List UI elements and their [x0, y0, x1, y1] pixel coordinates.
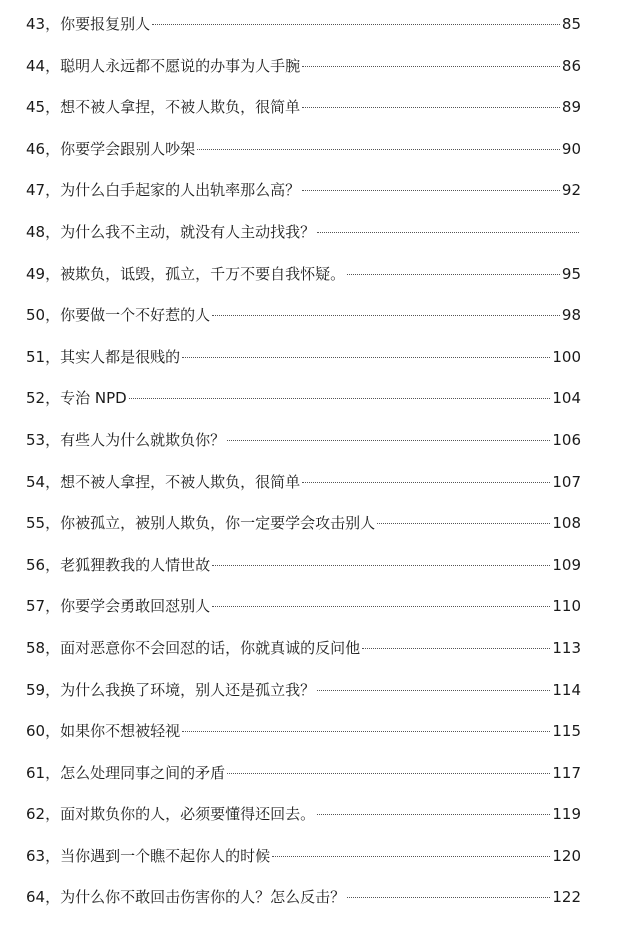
toc-entry-title: 57，你要学会勇敢回怼别人	[26, 597, 211, 616]
dot-leader	[182, 357, 550, 358]
toc-entry-page: 86	[561, 56, 581, 75]
toc-entry-title: 50，你要做一个不好惹的人	[26, 306, 211, 325]
dot-leader	[182, 731, 550, 732]
dot-leader	[317, 690, 550, 691]
dot-leader	[212, 606, 550, 607]
toc-entry-title: 53，有些人为什么就欺负你？	[26, 430, 226, 449]
dot-leader	[347, 274, 560, 275]
toc-entry-title: 49，被欺负，诋毁，孤立，千万不要自我怀疑。	[26, 264, 346, 283]
toc-entry[interactable]	[26, 545, 581, 587]
toc-entry-page: 95	[561, 264, 581, 283]
toc-entry[interactable]	[26, 129, 581, 171]
toc-entry[interactable]	[26, 46, 581, 88]
toc-entry-page: 120	[552, 846, 581, 865]
toc-entry-title: 47，为什么白手起家的人出轨率那么高？	[26, 181, 301, 200]
toc-entry[interactable]	[26, 420, 581, 462]
toc-entry-title: 56，老狐狸教我的人情世故	[26, 555, 211, 574]
dot-leader	[227, 440, 550, 441]
dot-leader	[302, 107, 560, 108]
toc-entry-title: 54，想不被人拿捏，不被人欺负，很简单	[26, 472, 301, 491]
toc-entry[interactable]	[26, 4, 581, 46]
toc-entry[interactable]	[26, 337, 581, 379]
dot-leader	[272, 856, 550, 857]
toc-entry[interactable]	[26, 711, 581, 753]
dot-leader	[302, 66, 560, 67]
table-of-contents	[26, 4, 581, 919]
dot-leader	[212, 565, 550, 566]
toc-entry-title: 48，为什么我不主动，就没有人主动找我？	[26, 222, 316, 241]
toc-entry-page: 114	[552, 680, 581, 699]
toc-entry-title: 63，当你遇到一个瞧不起你人的时候	[26, 846, 271, 865]
toc-entry-title: 51，其实人都是很贱的	[26, 347, 181, 366]
toc-entry[interactable]	[26, 877, 581, 919]
toc-entry-page: 115	[552, 722, 581, 741]
dot-leader	[377, 523, 550, 524]
toc-entry[interactable]	[26, 628, 581, 670]
toc-entry-page: 98	[561, 306, 581, 325]
toc-entry[interactable]	[26, 586, 581, 628]
toc-entry-title: 55，你被孤立，被别人欺负，你一定要学会攻击别人	[26, 514, 376, 533]
toc-entry-page: 110	[552, 597, 581, 616]
toc-entry-title: 61，怎么处理同事之间的矛盾	[26, 763, 226, 782]
toc-entry-page: 89	[561, 98, 581, 117]
toc-entry-page: 90	[561, 139, 581, 158]
toc-entry[interactable]	[26, 836, 581, 878]
dot-leader	[227, 773, 550, 774]
toc-entry[interactable]	[26, 254, 581, 296]
dot-leader	[302, 482, 550, 483]
toc-entry-title: 64，为什么你不敢回击伤害你的人？怎么反击？	[26, 888, 346, 907]
toc-entry-page: 107	[552, 472, 581, 491]
toc-entry-title: 62，面对欺负你的人，必须要懂得还回去。	[26, 805, 316, 824]
toc-entry-title: 44，聪明人永远都不愿说的办事为人手腕	[26, 56, 301, 75]
toc-entry[interactable]	[26, 170, 581, 212]
dot-leader	[212, 315, 560, 316]
toc-entry-page: 106	[552, 430, 581, 449]
toc-entry-page: 119	[552, 805, 581, 824]
toc-entry-title: 45，想不被人拿捏，不被人欺负，很简单	[26, 98, 301, 117]
toc-entry-page: 113	[552, 638, 581, 657]
toc-entry[interactable]	[26, 378, 581, 420]
dot-leader	[317, 232, 579, 233]
dot-leader	[317, 814, 550, 815]
dot-leader	[362, 648, 550, 649]
dot-leader	[197, 149, 560, 150]
dot-leader	[302, 190, 560, 191]
toc-entry[interactable]	[26, 462, 581, 504]
toc-entry-page: 122	[552, 888, 581, 907]
dot-leader	[347, 897, 550, 898]
toc-entry[interactable]	[26, 794, 581, 836]
toc-entry-page: 109	[552, 555, 581, 574]
toc-entry-title: 52，专治 NPD	[26, 389, 127, 408]
toc-entry[interactable]	[26, 503, 581, 545]
toc-entry[interactable]	[26, 295, 581, 337]
toc-entry-page: 108	[552, 514, 581, 533]
toc-entry-title: 60，如果你不想被轻视	[26, 722, 181, 741]
toc-entry-page: 85	[561, 15, 581, 33]
toc-entry-title: 46，你要学会跟别人吵架	[26, 139, 196, 158]
toc-entry-page: 104	[552, 389, 581, 408]
toc-entry-page: 92	[561, 181, 581, 200]
toc-entry-page: 100	[552, 347, 581, 366]
toc-entry[interactable]	[26, 212, 581, 254]
toc-entry-page: 117	[552, 763, 581, 782]
toc-entry-title: 59，为什么我换了环境，别人还是孤立我？	[26, 680, 316, 699]
toc-entry[interactable]	[26, 753, 581, 795]
toc-entry-title: 58，面对恶意你不会回怼的话，你就真诚的反问他	[26, 638, 361, 657]
dot-leader	[129, 398, 551, 399]
toc-entry[interactable]	[26, 87, 581, 129]
dot-leader	[152, 24, 560, 25]
toc-entry-title: 43，你要报复别人	[26, 15, 151, 33]
toc-entry[interactable]	[26, 670, 581, 712]
